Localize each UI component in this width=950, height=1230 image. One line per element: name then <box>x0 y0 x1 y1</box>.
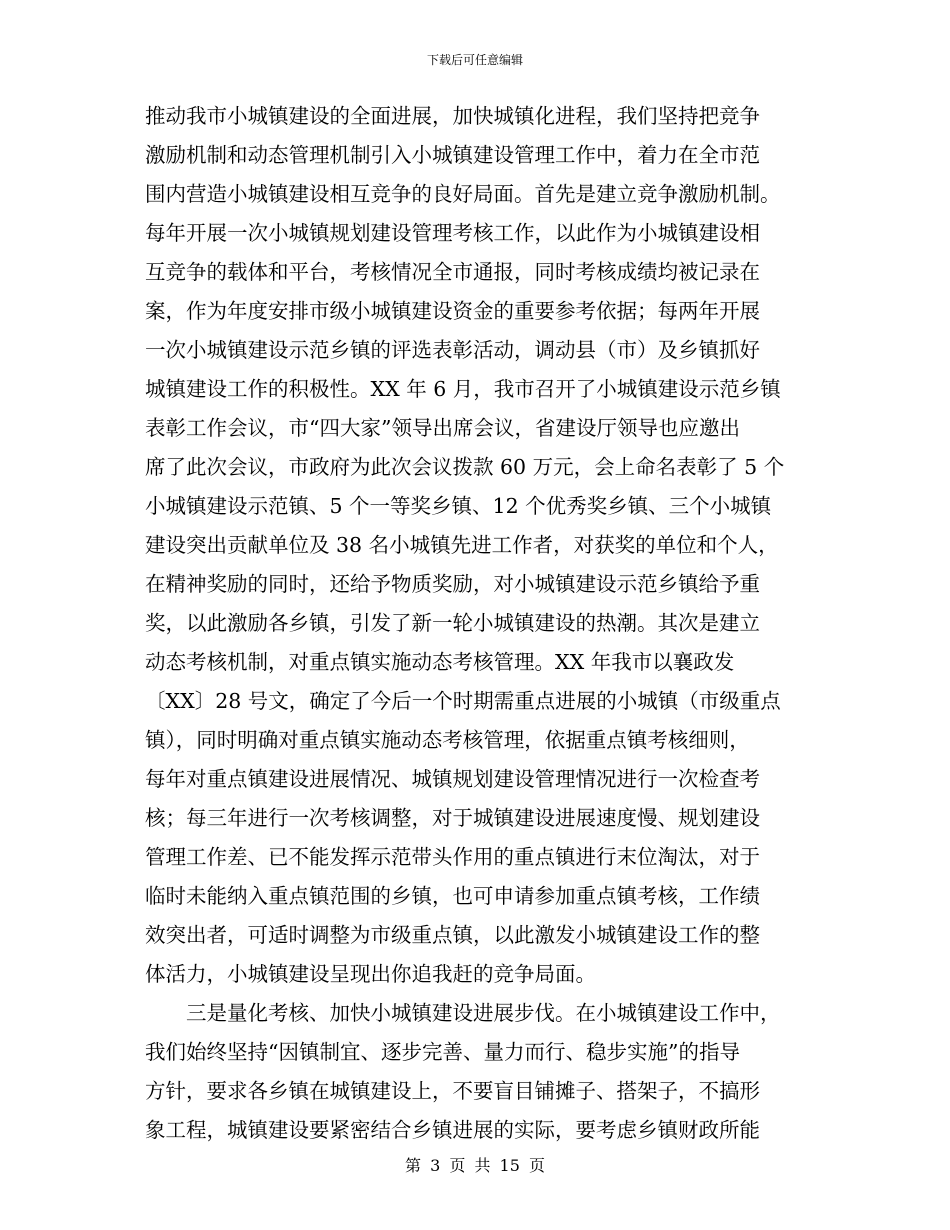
text-line: 围内营造小城镇建设相互竞争的良好局面。首先是建立竞争激励机制。 <box>145 182 781 206</box>
text-line: 激励机制和动态管理机制引入小城镇建设管理工作中，着力在全市范 <box>145 143 760 167</box>
text-line: 互竞争的载体和平台，考核情况全市通报，同时考核成绩均被记录在 <box>145 260 760 284</box>
text-line: 方针，要求各乡镇在城镇建设上，不要盲目铺摊子、搭架子，不搞形 <box>145 1079 760 1103</box>
text-line: 核；每三年进行一次考核调整，对于城镇建设进展速度慢、规划建设 <box>145 806 760 830</box>
text-line: 镇），同时明确对重点镇实施动态考核管理，依据重点镇考核细则， <box>145 728 750 752</box>
paragraph-start-line: 三是量化考核、加快小城镇建设进展步伐。在小城镇建设工作中， <box>186 1001 781 1025</box>
text-line: 〔XX〕28 号文，确定了今后一个时期需重点进展的小城镇（市级重点 <box>145 689 781 713</box>
page-header: 下载后可任意编辑 <box>426 53 523 67</box>
text-line: 每年对重点镇建设进展情况、城镇规划建设管理情况进行一次检查考 <box>145 767 760 791</box>
text-line: 小城镇建设示范镇、5 个一等奖乡镇、12 个优秀奖乡镇、三个小城镇 <box>145 494 772 518</box>
text-line: 我们始终坚持“因镇制宜、逐步完善、量力而行、稳步实施”的指导 <box>145 1040 740 1064</box>
text-line: 建设突出贡献单位及 38 名小城镇先进工作者，对获奖的单位和个人， <box>145 533 779 557</box>
text-line: 每年开展一次小城镇规划建设管理考核工作，以此作为小城镇建设相 <box>145 221 760 245</box>
page-number-footer: 第 3 页 共 15 页 <box>405 1156 545 1175</box>
text-line: 体活力，小城镇建设呈现出你追我赶的竞争局面。 <box>145 962 596 986</box>
text-line: 席了此次会议，市政府为此次会议拨款 60 万元，会上命名表彰了 5 个 <box>145 455 785 479</box>
text-line: 管理工作差、已不能发挥示范带头作用的重点镇进行末位淘汰，对于 <box>145 845 760 869</box>
text-line: 推动我市小城镇建设的全面进展，加快城镇化进程，我们坚持把竞争 <box>145 104 760 128</box>
text-line: 在精神奖励的同时，还给予物质奖励，对小城镇建设示范乡镇给予重 <box>145 572 760 596</box>
text-line: 临时未能纳入重点镇范围的乡镇，也可申请参加重点镇考核，工作绩 <box>145 884 760 908</box>
text-line: 奖，以此激励各乡镇，引发了新一轮小城镇建设的热潮。其次是建立 <box>145 611 760 635</box>
text-line: 一次小城镇建设示范乡镇的评选表彰活动，调动县（市）及乡镇抓好 <box>145 338 760 362</box>
text-line: 城镇建设工作的积极性。XX 年 6 月，我市召开了小城镇建设示范乡镇 <box>145 377 781 401</box>
text-line: 象工程，城镇建设要紧密结合乡镇进展的实际，要考虑乡镇财政所能 <box>145 1118 760 1142</box>
text-line: 效突出者，可适时调整为市级重点镇，以此激发小城镇建设工作的整 <box>145 923 760 947</box>
body-text <box>145 97 825 1150</box>
text-line: 动态考核机制，对重点镇实施动态考核管理。XX 年我市以襄政发 <box>145 650 735 674</box>
text-line: 表彰工作会议，市“四大家”领导出席会议，省建设厅领导也应邀出 <box>145 416 740 440</box>
text-line: 案，作为年度安排市级小城镇建设资金的重要参考依据；每两年开展 <box>145 299 760 323</box>
